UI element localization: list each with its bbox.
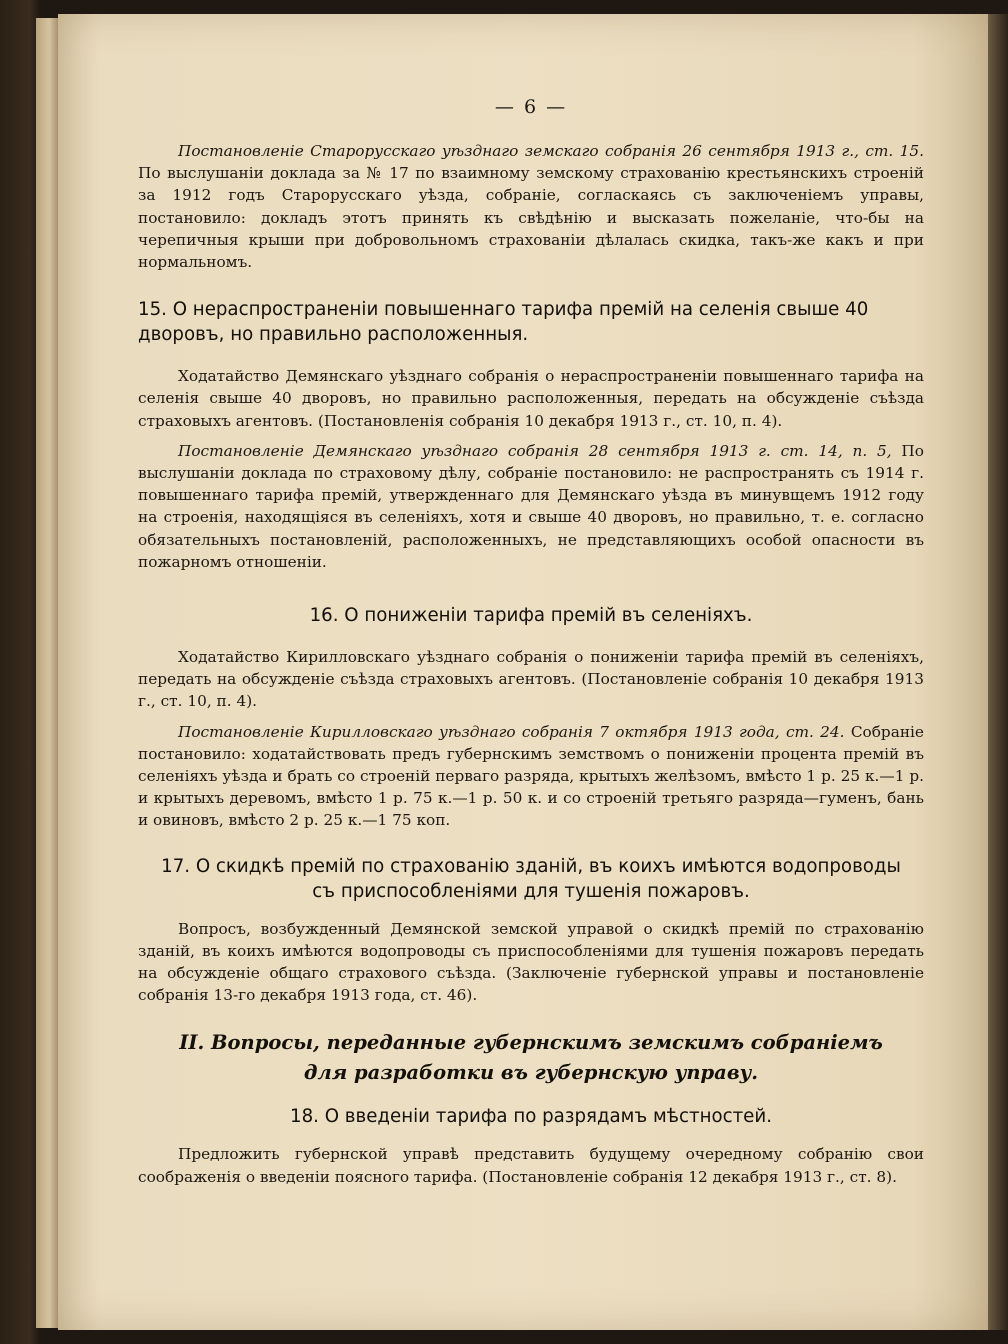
petition-paragraph: Ходатайство Демянскаго уѣзднаго собранія о нераспространеніи повышеннаго тарифа на селенія свыше 40 дворовъ, но правильно расположенныя, передать на обсужденіе съѣзда страховыхъ агентовъ. (Постановленія собранія 10 декабря 1913 г., ст. 10, п. 4).	[138, 367, 924, 430]
underlying-page-edge	[36, 18, 59, 1328]
proposal-paragraph: Предложить губернской управѣ представить будущему очередному собранію свои соображенія о введеніи поясного тарифа. (Постановленіе собранія 12 декабря 1913 г., ст. 8).	[138, 1145, 924, 1186]
resolution-paragraph	[138, 140, 924, 273]
section-heading-15: 15. О нераспространеніи повышеннаго тарифа премій на селенія свыше 40 дворовъ, но правильно расположенныя.	[138, 299, 869, 346]
section-heading-18: 18. О введеніи тарифа по разрядамъ мѣстностей.	[290, 1106, 772, 1128]
resolution-body: По выслушаніи доклада по страховому дѣлу, собраніе постановило: не распространять съ 1914 г. повышеннаго тарифа премій, утвержденнаго для Демянскаго уѣзда въ минувщемъ 1912 году на строенія, находящіяся въ селеніяхъ, хотя и свыше 40 дворовъ, но правильно, т. е. согласно обязательныхъ постановленій, расположенныхъ, не представляющихъ особой опасности въ пожарномъ отношеніи.	[138, 441, 924, 571]
page-number: — 6 —	[494, 96, 568, 118]
binding-shadow	[988, 14, 1008, 1330]
page-content	[138, 96, 924, 1188]
resolution-paragraph	[138, 721, 924, 832]
section-heading-16: 16. О пониженіи тарифа премій въ селеніяхъ.	[309, 605, 753, 627]
resolution-lead: Постановленіе Кирилловскаго уѣзднаго собранія 7 октября 1913 года, ст. 24.	[178, 722, 845, 741]
resolution-body: По выслушаніи доклада за № 17 по взаимному земскому страхованію крестьянскихъ строеній за 1912 годъ Старорусскаго уѣзда, собраніе, согласкаясь съ заключеніемъ управы, постановило: докладъ этотъ принять къ свѣдѣнію и высказать пожеланіе, что-бы на черепичныя крыши при добровольномъ страхованіи дѣлалась скидка, такъ-же какъ и при нормальномъ.	[138, 164, 924, 272]
resolution-paragraph	[138, 440, 924, 573]
part-heading-ii: II. Вопросы, переданные губернскимъ земскимъ собраніемъ для разработки въ губернскую управу.	[179, 1031, 883, 1085]
section-heading-17: 17. О скидкѣ премій по страхованію зданій, въ коихъ имѣются водопроводы съ приспособленіями для тушенія пожаровъ.	[161, 855, 901, 902]
resolution-lead: Постановленіе Демянскаго уѣзднаго собранія 28 сентября 1913 г. ст. 14, п. 5,	[178, 441, 892, 460]
resolution-body: Собраніе постановило: ходатайствовать предъ губернскимъ земствомъ о пониженіи процента премій въ селеніяхъ уѣзда и брать со строеній перваго разряда, крытыхъ желѣзомъ, вмѣсто 1 р. 25 к.—1 р. и крытыхъ деревомъ, вмѣсто 1 р. 75 к.—1 р. 50 к. и со строеній третьяго разряда—гуменъ, бань и овиновъ, вмѣсто 2 р. 25 к.—1 75 коп.	[138, 722, 924, 830]
question-paragraph: Вопросъ, возбужденный Демянской земской управой о скидкѣ премій по страхованію зданій, въ коихъ имѣются водопроводы съ приспособленіями для тушенія пожаровъ передать на обсужденіе общаго страхового съѣзда. (Заключеніе губернской управы и постановленіе собранія 13-го декабря 1913 года, ст. 46).	[138, 919, 924, 1005]
petition-paragraph: Ходатайство Кирилловскаго уѣзднаго собранія о пониженіи тарифа премій въ селеніяхъ, передать на обсужденіе съѣзда страховыхъ агентовъ. (Постановленіе собранія 10 декабря 1913 г., ст. 10, п. 4).	[138, 648, 924, 711]
resolution-lead: Постановленіе Старорусскаго уѣзднаго земскаго собранія 26 сентября 1913 г., ст. 15.	[178, 142, 924, 160]
